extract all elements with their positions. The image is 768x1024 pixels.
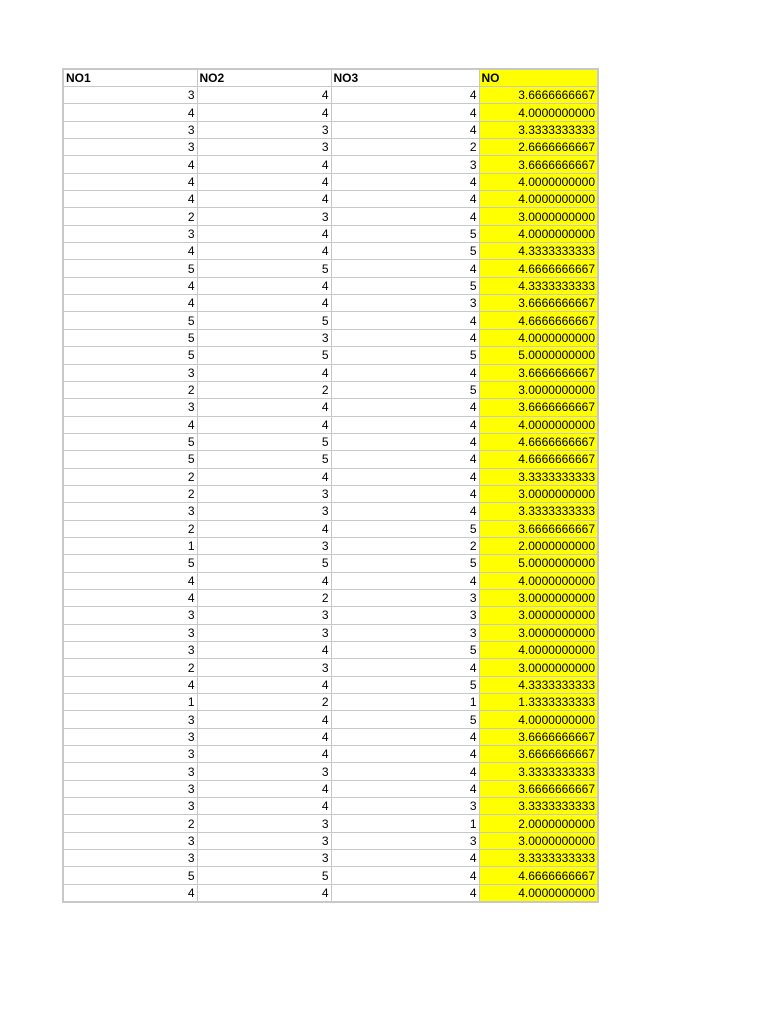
- cell-no2[interactable]: 4: [197, 399, 331, 416]
- cell-no3[interactable]: 4: [331, 468, 479, 485]
- cell-no3[interactable]: 4: [331, 503, 479, 520]
- cell-no1[interactable]: 3: [63, 364, 197, 381]
- cell-no1[interactable]: 4: [63, 277, 197, 294]
- cell-no2[interactable]: 5: [197, 867, 331, 884]
- header-no3[interactable]: NO3: [331, 69, 479, 87]
- table-row: [63, 676, 598, 693]
- cell-no-average[interactable]: 4.6666666667: [479, 260, 598, 277]
- cell-no1[interactable]: 5: [63, 329, 197, 346]
- cell-no1[interactable]: 3: [63, 798, 197, 815]
- table-row: [63, 468, 598, 485]
- table-row: [63, 416, 598, 433]
- cell-no2[interactable]: 4: [197, 676, 331, 693]
- cell-no3[interactable]: 3: [331, 156, 479, 173]
- cell-no2[interactable]: 4: [197, 711, 331, 728]
- cell-no1[interactable]: 3: [63, 139, 197, 156]
- cell-no3[interactable]: 4: [331, 451, 479, 468]
- cell-no1[interactable]: 4: [63, 589, 197, 606]
- cell-no3[interactable]: 4: [331, 416, 479, 433]
- table-row: [63, 485, 598, 502]
- cell-no-average[interactable]: 3.0000000000: [479, 624, 598, 641]
- cell-no1[interactable]: 2: [63, 520, 197, 537]
- cell-no2[interactable]: 3: [197, 329, 331, 346]
- cell-no1[interactable]: 1: [63, 537, 197, 554]
- table-row: [63, 433, 598, 450]
- table-row: [63, 642, 598, 659]
- cell-no2[interactable]: 4: [197, 572, 331, 589]
- cell-no1[interactable]: 4: [63, 676, 197, 693]
- cell-no-average[interactable]: 3.6666666667: [479, 746, 598, 763]
- cell-no-average[interactable]: 4.0000000000: [479, 416, 598, 433]
- cell-no-average[interactable]: 4.0000000000: [479, 173, 598, 190]
- cell-no-average[interactable]: 3.3333333333: [479, 468, 598, 485]
- cell-no-average[interactable]: 4.3333333333: [479, 676, 598, 693]
- cell-no-average[interactable]: 4.0000000000: [479, 711, 598, 728]
- table-row: [63, 225, 598, 242]
- cell-no1[interactable]: 3: [63, 225, 197, 242]
- cell-no1[interactable]: 3: [63, 850, 197, 867]
- cell-no1[interactable]: 3: [63, 607, 197, 624]
- cell-no2[interactable]: 4: [197, 728, 331, 745]
- cell-no1[interactable]: 3: [63, 642, 197, 659]
- cell-no3[interactable]: 4: [331, 173, 479, 190]
- cell-no2[interactable]: 3: [197, 607, 331, 624]
- cell-no3[interactable]: 4: [331, 884, 479, 902]
- cell-no1[interactable]: 3: [63, 746, 197, 763]
- cell-no1[interactable]: 4: [63, 156, 197, 173]
- header-row: [63, 69, 598, 87]
- cell-no3[interactable]: 3: [331, 798, 479, 815]
- cell-no-average[interactable]: 4.6666666667: [479, 451, 598, 468]
- table-row: [63, 537, 598, 554]
- cell-no3[interactable]: 1: [331, 694, 479, 711]
- cell-no1[interactable]: 5: [63, 867, 197, 884]
- cell-no3[interactable]: 4: [331, 364, 479, 381]
- cell-no2[interactable]: 3: [197, 659, 331, 676]
- cell-no2[interactable]: 4: [197, 468, 331, 485]
- cell-no1[interactable]: 3: [63, 87, 197, 104]
- cell-no1[interactable]: 2: [63, 659, 197, 676]
- cell-no2[interactable]: 4: [197, 277, 331, 294]
- cell-no2[interactable]: 4: [197, 173, 331, 190]
- cell-no-average[interactable]: 4.0000000000: [479, 104, 598, 121]
- cell-no3[interactable]: 3: [331, 624, 479, 641]
- cell-no2[interactable]: 5: [197, 433, 331, 450]
- cell-no1[interactable]: 3: [63, 711, 197, 728]
- table-row: [63, 624, 598, 641]
- cell-no2[interactable]: 4: [197, 225, 331, 242]
- table-row: [63, 694, 598, 711]
- cell-no-average[interactable]: 4.0000000000: [479, 572, 598, 589]
- cell-no3[interactable]: 5: [331, 225, 479, 242]
- cell-no3[interactable]: 4: [331, 763, 479, 780]
- cell-no-average[interactable]: 4.0000000000: [479, 329, 598, 346]
- cell-no-average[interactable]: 3.3333333333: [479, 763, 598, 780]
- table-row: [63, 347, 598, 364]
- cell-no2[interactable]: 2: [197, 381, 331, 398]
- cell-no3[interactable]: 4: [331, 191, 479, 208]
- cell-no2[interactable]: 4: [197, 746, 331, 763]
- cell-no-average[interactable]: 2.6666666667: [479, 139, 598, 156]
- cell-no-average[interactable]: 3.0000000000: [479, 381, 598, 398]
- table-row: [63, 589, 598, 606]
- cell-no-average[interactable]: 3.6666666667: [479, 780, 598, 797]
- cell-no-average[interactable]: 4.0000000000: [479, 191, 598, 208]
- cell-no-average[interactable]: 3.0000000000: [479, 659, 598, 676]
- table-row: [63, 87, 598, 104]
- cell-no2[interactable]: 4: [197, 104, 331, 121]
- table-row: [63, 260, 598, 277]
- table-row: [63, 607, 598, 624]
- cell-no3[interactable]: 5: [331, 347, 479, 364]
- table-row: [63, 884, 598, 902]
- cell-no1[interactable]: 5: [63, 451, 197, 468]
- cell-no1[interactable]: 3: [63, 503, 197, 520]
- table-row: [63, 728, 598, 745]
- cell-no2[interactable]: 3: [197, 485, 331, 502]
- header-no1[interactable]: NO1: [63, 69, 197, 87]
- table-row: [63, 156, 598, 173]
- cell-no-average[interactable]: 3.6666666667: [479, 728, 598, 745]
- cell-no1[interactable]: 2: [63, 468, 197, 485]
- cell-no2[interactable]: 4: [197, 798, 331, 815]
- cell-no3[interactable]: 4: [331, 780, 479, 797]
- cell-no-average[interactable]: 4.0000000000: [479, 884, 598, 902]
- cell-no2[interactable]: 5: [197, 555, 331, 572]
- table-row: [63, 381, 598, 398]
- cell-no1[interactable]: 4: [63, 416, 197, 433]
- cell-no1[interactable]: 2: [63, 381, 197, 398]
- cell-no-average[interactable]: 3.6666666667: [479, 295, 598, 312]
- table-row: [63, 763, 598, 780]
- table-row: [63, 295, 598, 312]
- table-row: [63, 364, 598, 381]
- cell-no2[interactable]: 4: [197, 520, 331, 537]
- cell-no2[interactable]: 3: [197, 832, 331, 849]
- cell-no-average[interactable]: 3.6666666667: [479, 156, 598, 173]
- table-row: [63, 780, 598, 797]
- table-row: [63, 312, 598, 329]
- cell-no-average[interactable]: 4.0000000000: [479, 642, 598, 659]
- cell-no-average[interactable]: 2.0000000000: [479, 815, 598, 832]
- table-row: [63, 867, 598, 884]
- cell-no2[interactable]: 3: [197, 503, 331, 520]
- cell-no3[interactable]: 4: [331, 208, 479, 225]
- cell-no-average[interactable]: 3.6666666667: [479, 87, 598, 104]
- table-row: [63, 659, 598, 676]
- cell-no3[interactable]: 5: [331, 555, 479, 572]
- table-row: [63, 329, 598, 346]
- table-row: [63, 243, 598, 260]
- table-body: [63, 87, 598, 902]
- cell-no-average[interactable]: 4.6666666667: [479, 312, 598, 329]
- cell-no3[interactable]: 4: [331, 329, 479, 346]
- cell-no2[interactable]: 3: [197, 537, 331, 554]
- header-no-average[interactable]: NO: [479, 69, 598, 87]
- cell-no3[interactable]: 5: [331, 711, 479, 728]
- cell-no1[interactable]: 2: [63, 208, 197, 225]
- cell-no3[interactable]: 5: [331, 520, 479, 537]
- cell-no2[interactable]: 4: [197, 416, 331, 433]
- cell-no3[interactable]: 3: [331, 295, 479, 312]
- cell-no2[interactable]: 4: [197, 243, 331, 260]
- cell-no2[interactable]: 5: [197, 312, 331, 329]
- cell-no3[interactable]: 4: [331, 659, 479, 676]
- table-row: [63, 520, 598, 537]
- cell-no3[interactable]: 4: [331, 867, 479, 884]
- cell-no3[interactable]: 4: [331, 433, 479, 450]
- header-no2[interactable]: NO2: [197, 69, 331, 87]
- cell-no2[interactable]: 4: [197, 87, 331, 104]
- table-row: [63, 850, 598, 867]
- cell-no3[interactable]: 4: [331, 728, 479, 745]
- table-row: [63, 832, 598, 849]
- cell-no3[interactable]: 4: [331, 746, 479, 763]
- cell-no-average[interactable]: 3.0000000000: [479, 607, 598, 624]
- cell-no-average[interactable]: 3.3333333333: [479, 503, 598, 520]
- cell-no2[interactable]: 5: [197, 260, 331, 277]
- cell-no2[interactable]: 3: [197, 763, 331, 780]
- cell-no3[interactable]: 3: [331, 832, 479, 849]
- cell-no1[interactable]: 5: [63, 260, 197, 277]
- cell-no2[interactable]: 4: [197, 156, 331, 173]
- cell-no2[interactable]: 3: [197, 624, 331, 641]
- cell-no-average[interactable]: 5.0000000000: [479, 555, 598, 572]
- table-row: [63, 572, 598, 589]
- cell-no-average[interactable]: 5.0000000000: [479, 347, 598, 364]
- cell-no3[interactable]: 5: [331, 676, 479, 693]
- cell-no3[interactable]: 4: [331, 121, 479, 138]
- table-row: [63, 746, 598, 763]
- table-row: [63, 121, 598, 138]
- cell-no2[interactable]: 3: [197, 208, 331, 225]
- table-row: [63, 208, 598, 225]
- cell-no1[interactable]: 4: [63, 191, 197, 208]
- cell-no-average[interactable]: 3.0000000000: [479, 208, 598, 225]
- cell-no1[interactable]: 4: [63, 173, 197, 190]
- cell-no2[interactable]: 3: [197, 850, 331, 867]
- cell-no2[interactable]: 2: [197, 589, 331, 606]
- cell-no-average[interactable]: 4.3333333333: [479, 243, 598, 260]
- cell-no3[interactable]: 4: [331, 312, 479, 329]
- cell-no1[interactable]: 3: [63, 121, 197, 138]
- cell-no1[interactable]: 5: [63, 555, 197, 572]
- cell-no2[interactable]: 4: [197, 780, 331, 797]
- cell-no2[interactable]: 4: [197, 884, 331, 902]
- cell-no2[interactable]: 4: [197, 642, 331, 659]
- cell-no3[interactable]: 4: [331, 572, 479, 589]
- cell-no1[interactable]: 4: [63, 104, 197, 121]
- cell-no1[interactable]: 4: [63, 243, 197, 260]
- cell-no2[interactable]: 5: [197, 347, 331, 364]
- table-row: [63, 173, 598, 190]
- cell-no-average[interactable]: 3.6666666667: [479, 520, 598, 537]
- cell-no-average[interactable]: 4.3333333333: [479, 277, 598, 294]
- cell-no-average[interactable]: 3.3333333333: [479, 121, 598, 138]
- cell-no3[interactable]: 4: [331, 850, 479, 867]
- cell-no3[interactable]: 4: [331, 485, 479, 502]
- cell-no-average[interactable]: 3.6666666667: [479, 399, 598, 416]
- cell-no1[interactable]: 1: [63, 694, 197, 711]
- cell-no2[interactable]: 4: [197, 295, 331, 312]
- cell-no2[interactable]: 3: [197, 139, 331, 156]
- cell-no3[interactable]: 4: [331, 260, 479, 277]
- cell-no2[interactable]: 3: [197, 815, 331, 832]
- cell-no1[interactable]: 4: [63, 572, 197, 589]
- cell-no-average[interactable]: 1.3333333333: [479, 694, 598, 711]
- cell-no3[interactable]: 4: [331, 104, 479, 121]
- cell-no3[interactable]: 5: [331, 642, 479, 659]
- table-row: [63, 711, 598, 728]
- cell-no1[interactable]: 3: [63, 832, 197, 849]
- cell-no-average[interactable]: 3.6666666667: [479, 364, 598, 381]
- cell-no3[interactable]: 2: [331, 139, 479, 156]
- cell-no3[interactable]: 3: [331, 607, 479, 624]
- cell-no-average[interactable]: 3.3333333333: [479, 798, 598, 815]
- cell-no2[interactable]: 4: [197, 364, 331, 381]
- cell-no-average[interactable]: 2.0000000000: [479, 537, 598, 554]
- cell-no3[interactable]: 5: [331, 243, 479, 260]
- table-row: [63, 798, 598, 815]
- cell-no2[interactable]: 4: [197, 191, 331, 208]
- cell-no2[interactable]: 3: [197, 121, 331, 138]
- spreadsheet-table: [62, 68, 599, 903]
- cell-no2[interactable]: 5: [197, 451, 331, 468]
- cell-no-average[interactable]: 4.6666666667: [479, 433, 598, 450]
- table-row: [63, 139, 598, 156]
- cell-no1[interactable]: 3: [63, 728, 197, 745]
- cell-no1[interactable]: 3: [63, 763, 197, 780]
- table-row: [63, 191, 598, 208]
- table-row: [63, 503, 598, 520]
- cell-no1[interactable]: 3: [63, 780, 197, 797]
- cell-no2[interactable]: 2: [197, 694, 331, 711]
- cell-no1[interactable]: 3: [63, 399, 197, 416]
- cell-no3[interactable]: 5: [331, 381, 479, 398]
- table-row: [63, 277, 598, 294]
- cell-no1[interactable]: 2: [63, 815, 197, 832]
- cell-no3[interactable]: 4: [331, 399, 479, 416]
- table-row: [63, 815, 598, 832]
- cell-no3[interactable]: 3: [331, 589, 479, 606]
- cell-no1[interactable]: 5: [63, 312, 197, 329]
- cell-no1[interactable]: 2: [63, 485, 197, 502]
- cell-no1[interactable]: 5: [63, 347, 197, 364]
- cell-no3[interactable]: 1: [331, 815, 479, 832]
- table-row: [63, 451, 598, 468]
- cell-no-average[interactable]: 3.0000000000: [479, 832, 598, 849]
- table-row: [63, 555, 598, 572]
- table-row: [63, 399, 598, 416]
- cell-no1[interactable]: 3: [63, 624, 197, 641]
- cell-no-average[interactable]: 4.0000000000: [479, 225, 598, 242]
- cell-no-average[interactable]: 4.6666666667: [479, 867, 598, 884]
- cell-no1[interactable]: 5: [63, 433, 197, 450]
- cell-no1[interactable]: 4: [63, 295, 197, 312]
- cell-no-average[interactable]: 3.0000000000: [479, 589, 598, 606]
- cell-no-average[interactable]: 3.0000000000: [479, 485, 598, 502]
- cell-no3[interactable]: 4: [331, 87, 479, 104]
- table-row: [63, 104, 598, 121]
- cell-no1[interactable]: 4: [63, 884, 197, 902]
- cell-no3[interactable]: 2: [331, 537, 479, 554]
- cell-no3[interactable]: 5: [331, 277, 479, 294]
- cell-no-average[interactable]: 3.3333333333: [479, 850, 598, 867]
